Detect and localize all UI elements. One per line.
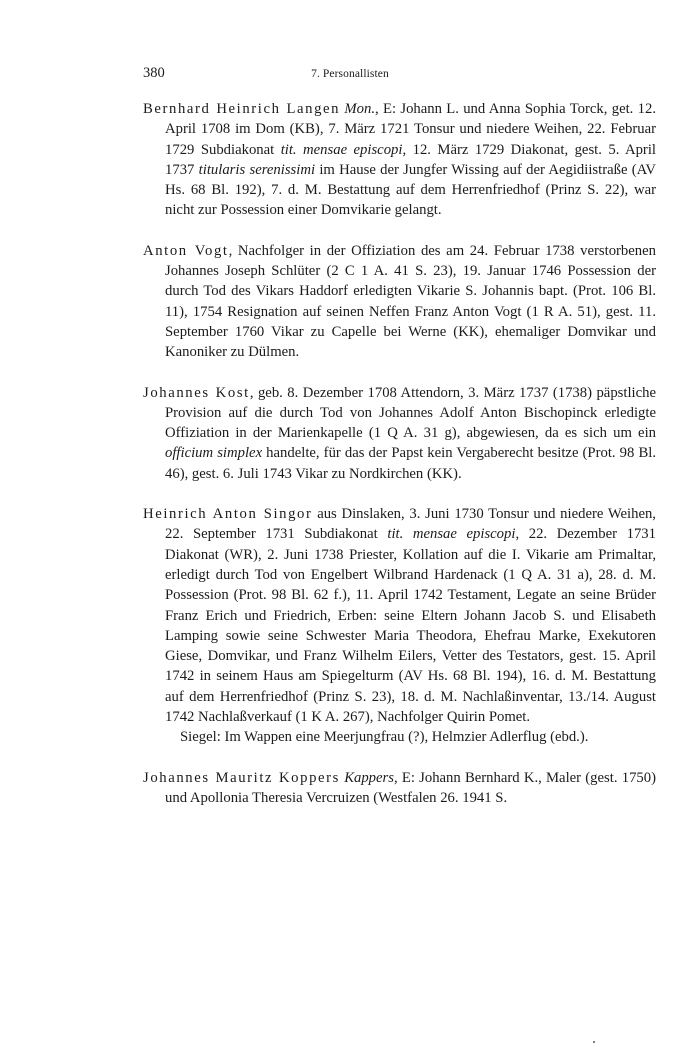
italic-term: tit. mensae episcopi <box>387 526 516 543</box>
entry-text: , 22. Dezember 1731 Diakonat (WR), 2. Juni 1738 Priester, Kollation auf die I. Vikarie am Primaltar, erledigt durch Tod von Engelbert Wilbrand Hardenack (1 Q A. 31 a), 28. d. M. Possession (Prot. 98 Bl. 62 f.), 11. April 1742 Testament, Legate an seine Brüder Franz Erich und Friedrich, Erben: seine Eltern Johann Jacob S. und Elisabeth Lamping sowie seine Schwester Maria Theodora, Ehefrau Marke, Exekutoren Giese, Domvikar, und Franz Wilhelm Eilers, Vetter des Testators, gest. 15. April 1742 in seinem Haus am Spiegelturm (AV Hs. 68 Bl. 194), 16. d. M. Bestattung auf dem Herrenfriedhof (Prinz S. 23), 18. d. M. Nachlaßinventar, 13./14. August 1742 Nachlaßverkauf (1 K A. 267), Nachfolger Quirin Pomet. <box>165 526 656 726</box>
person-name: Anton Vogt <box>143 242 229 259</box>
biography-entry <box>143 99 656 221</box>
biography-entry <box>143 383 656 484</box>
entry-text: , E: Johann L. und Anna Sophia Torck, get. 12. April 1708 im Dom (KB), 7. März 1721 Tonsur und niedere Weihen, 22. Februar 1729 Subdiakonat <box>165 101 657 158</box>
italic-term: Kappers <box>344 769 394 786</box>
biography-entry <box>143 768 656 809</box>
entry-text: handelte, für das der Papst kein Vergaberecht besitze (Prot. 98 Bl. 46), gest. 6. Juli 1743 Vikar zu Nordkirchen (KK). <box>165 445 656 482</box>
italic-term: tit. mensae episcopi <box>280 141 403 158</box>
biography-entry <box>143 241 656 363</box>
entry-list <box>143 99 656 808</box>
italic-term: titularis serenissimi <box>198 161 316 178</box>
entry-text: im Hause der Jungfer Wissing auf der Aegidiistraße (AV Hs. 68 Bl. 192), 7. d. M. Bestattung auf dem Herrenfriedhof (Prinz S. 22), war nicht zur Possession einer Domvikarie gelangt. <box>165 161 656 219</box>
entry-text: , Nachfolger in der Offiziation des am 24. Februar 1738 verstorbenen Johannes Joseph Schlüter (2 C 1 A. 41 S. 23), 19. Januar 1746 Possession der durch Tod des Vikars Haddorf erledigten Vikarie S. Johannis bapt. (Prot. 106 Bl. 11), 1754 Resignation auf seinen Neffen Franz Anton Vogt (1 R A. 51), gest. 11. September 1760 Vikar zu Capelle bei Werne (KK), ehemaliger Domvikar und Kanoniker zu Dülmen. <box>165 242 656 361</box>
scan-speck <box>593 1041 595 1043</box>
italic-term: Mon. <box>344 101 376 117</box>
person-name: Johannes Mauritz Koppers <box>143 769 340 786</box>
person-name: Heinrich Anton Singor <box>143 506 313 523</box>
seal-note: Siegel: Im Wappen eine Meerjungfrau (?), Helmzier Adlerflug (ebd.). <box>180 729 589 746</box>
biography-entry <box>143 504 656 748</box>
entry-text: , geb. 8. Dezember 1708 Attendorn, 3. März 1737 (1738) päpstliche Provision auf die durch Tod von Johannes Adolf Anton Bischopinck erledigte Offiziation in der Marienkapelle (1 Q A. 31 g), abgewiesen, da es sich um ein <box>165 384 656 442</box>
entry-text: , 12. März 1729 Diakonat, gest. 5. April 1737 <box>165 141 656 178</box>
page-number: 380 <box>143 65 165 81</box>
running-head: 7. Personallisten <box>311 68 389 80</box>
person-name: Johannes Kost <box>143 384 250 401</box>
entry-text: aus Dinslaken, 3. Juni 1730 Tonsur und niedere Weihen, 22. September 1731 Subdiakonat <box>165 506 656 543</box>
italic-term: officium simplex <box>165 445 263 462</box>
entry-text: , E: Johann Bernhard K., Maler (gest. 1750) und Apollonia Theresia Vercruizen (Westfalen 26. 1941 S. <box>165 769 657 806</box>
person-name: Bernhard Heinrich Langen <box>143 101 341 117</box>
